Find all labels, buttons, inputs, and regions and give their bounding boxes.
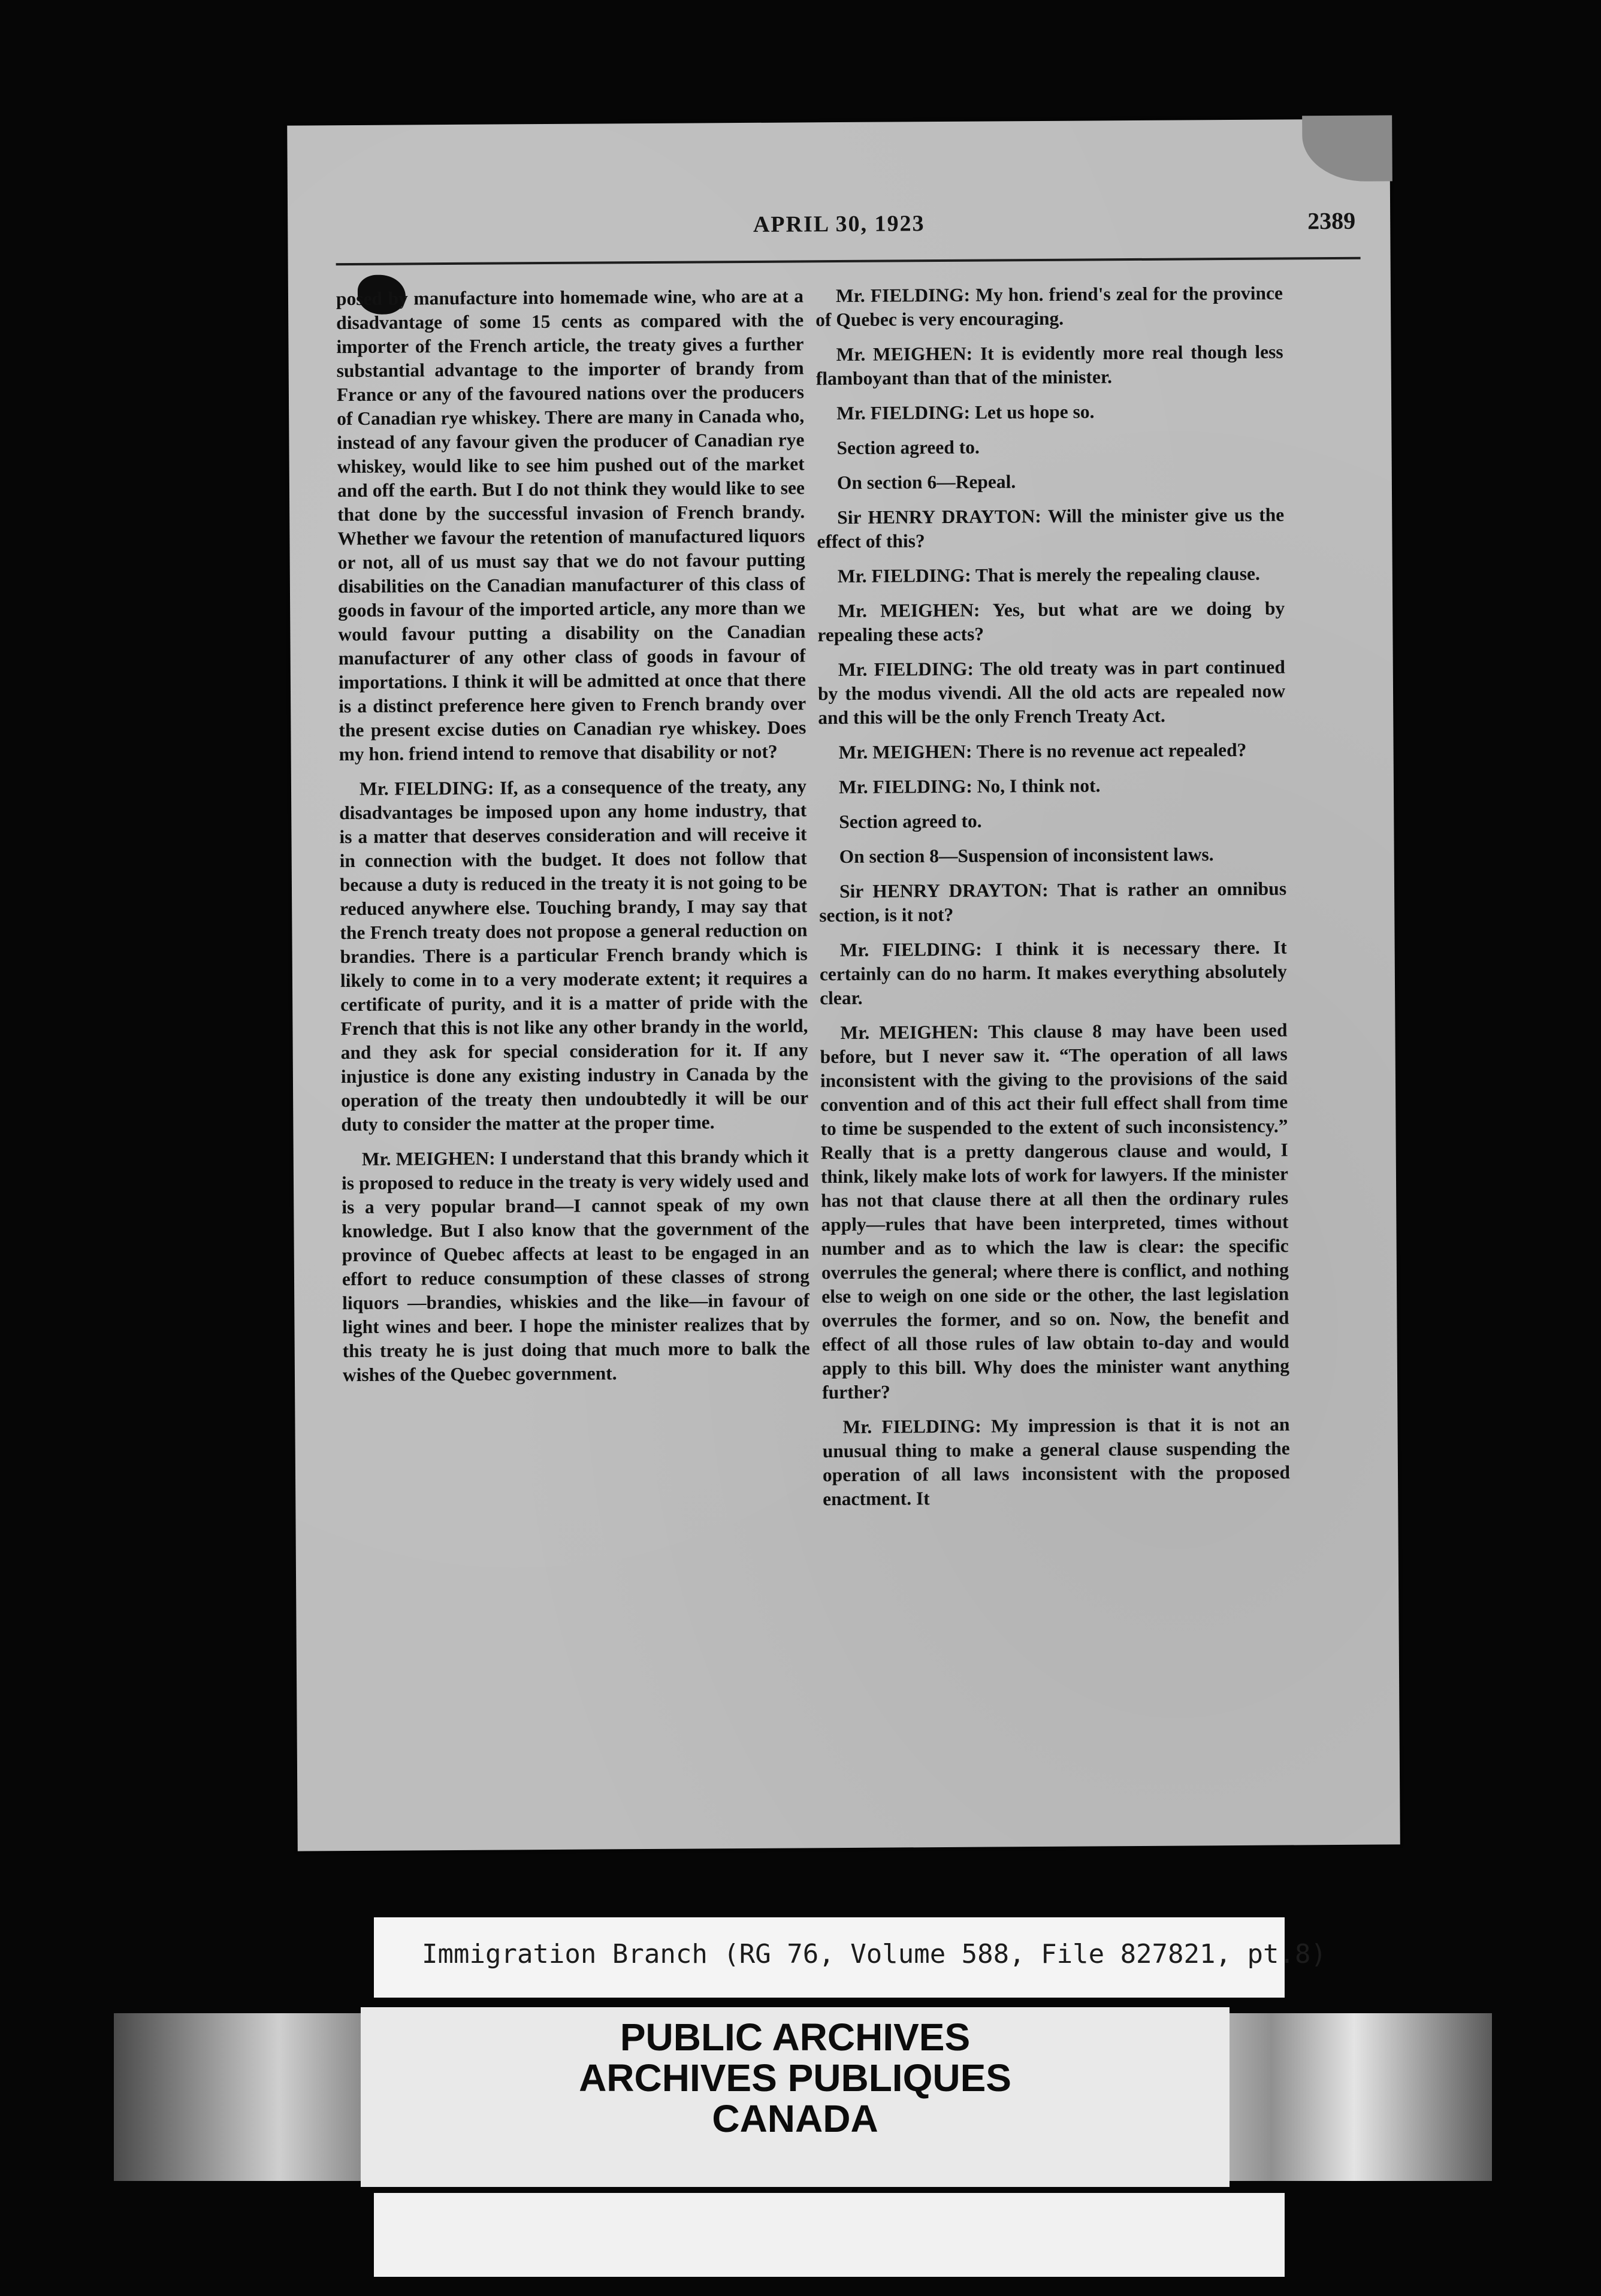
header-rule (336, 257, 1361, 265)
right-paragraph: Section agreed to. (839, 810, 982, 833)
right-paragraph: Section agreed to. (836, 436, 980, 459)
blank-label-strip (374, 2193, 1285, 2277)
right-paragraph: Mr. MEIGHEN: This clause 8 may have been used before, but I never saw it. “The operation of all laws inconsistent with the giving to the provisions of the said convention and of this act their full effect shall from time to time be suspended to the extent of such inconsistency.” Really that is a pretty dangerous clause and would, I think, likely make lots of work for lawyers. If the minister has not that clause there at all then the ordinary rules apply—rules that have been interpreted, times without number and as to which the law is clear: the specific overrules the general; where there is conflict, and nothing else to weigh on one side or the other, the last legislation overrules the former, and so on. Now, the benefit and effect of all those rules of law obtain to-day and would apply to this bill. Why does the minister want anything further? (820, 1019, 1289, 1403)
archive-line-2: ARCHIVES PUBLIQUES (579, 2056, 1011, 2099)
right-paragraph: Mr. FIELDING: My impression is that it is not an unusual thing to make a general clause suspending the operation of all laws inconsistent with the proposed enactment. It (822, 1413, 1291, 1510)
page-corner-fold (1302, 115, 1392, 182)
right-paragraph: Sir HENRY DRAYTON: Will the minister give us the effect of this? (817, 504, 1285, 552)
right-paragraph: Mr. FIELDING: That is merely the repealing clause. (837, 563, 1260, 587)
hansard-page (287, 119, 1400, 1851)
archive-reference-strip (374, 1917, 1327, 1998)
page-date: APRIL 30, 1923 (753, 211, 925, 237)
right-paragraph: Mr. FIELDING: No, I think not. (838, 775, 1101, 798)
archive-reference: Immigration Branch (RG 76, Volume 588, File 827821, pt.8) (422, 1939, 1327, 1969)
right-paragraph: Mr. FIELDING: Let us hope so. (836, 401, 1095, 424)
right-paragraph: On section 6—Repeal. (836, 471, 1016, 494)
page-number: 2389 (1307, 207, 1356, 235)
archive-stamp (361, 2007, 1230, 2187)
right-paragraph: Mr. FIELDING: My hon. friend's zeal for the province of Quebec is very encouraging. (815, 282, 1283, 331)
right-paragraph: Mr. FIELDING: I think it is necessary there. It certainly can do no harm. It makes everything absolutely clear. (819, 936, 1287, 1009)
left-paragraph: Mr. FIELDING: If, as a consequence of the treaty, any disadvantages be imposed upon any home industry, that is a matter that deserves consideration and will receive it in connection with the budget. It does not follow that because a duty is reduced in the treaty it is not going to be reduced anywhere else. Touching brandy, I may say that the French treaty does not propose a general reduction on brandies. There is a particular French brandy which is likely to come in to a very moderate extent; it requires a certificate of purity, and it is a matter of pride with the French that this is not like any other brandy in the world, and they ask for special consideration for it. If any injustice is done any existing industry in Canada by the operation of the treaty then undoubtedly it will be our duty to consider the matter at the proper time. (339, 775, 809, 1135)
archive-line-1: PUBLIC ARCHIVES (620, 2016, 971, 2059)
archive-line-3: CANADA (712, 2097, 878, 2140)
right-column (815, 282, 1292, 1753)
left-paragraph: Mr. MEIGHEN: I understand that this brandy which it is proposed to reduce in the treaty is very widely used and is a very popular brand—I cannot speak of my own knowledge. But I also know that the government of the province of Quebec affects at least to be engaged in an effort to reduce consumption of these classes of strong liquors —brandies, whiskies and the like—in favour of light wines and beer. I hope the minister realizes that by this treaty he is just doing that much more to balk the wishes of the Quebec government. (341, 1146, 810, 1386)
right-paragraph: Mr. MEIGHEN: It is evidently more real though less flamboyant than that of the minister. (815, 341, 1283, 389)
right-paragraph: Mr. MEIGHEN: There is no revenue act repealed? (838, 739, 1247, 763)
right-paragraph: Mr. MEIGHEN: Yes, but what are we doing by repealing these acts? (817, 597, 1285, 646)
right-paragraph: Sir HENRY DRAYTON: That is rather an omnibus section, is it not? (819, 878, 1287, 926)
right-paragraph: On section 8—Suspension of inconsistent laws. (839, 844, 1214, 868)
left-column (336, 284, 812, 1755)
left-paragraph: posed by manufacture into homemade wine, who are at a disadvantage of some 15 cents as compared with the importer of the French article, the treaty gives a further substantial advantage to the importer of brandy from France or any of the favoured nations over the producers of Canadian rye whiskey. There are many in Canada who, instead of any favour given the producer of Canadian rye whiskey, would like to see him pushed out of the market and off the earth. But I do not think they would like to see that done by the successful invasion of French brandy. Whether we favour the retention of manufactured liquors or not, all of us must say that we do not favour putting disabilities on the Canadian manufacturer of this class of goods in favour of the imported article, any more than we would favour putting a disability on the Canadian manufacturer of any other class of goods in favour of importations. I think it will be admitted at once that there is a distinct preference here given to French brandy over the present excise duties on Canadian rye whiskey. Does my hon. friend intend to remove that disability or not? (336, 285, 806, 765)
right-paragraph: Mr. FIELDING: The old treaty was in part continued by the modus vivendi. All the old acts are repealed now and this will be the only French Treaty Act. (817, 656, 1286, 729)
